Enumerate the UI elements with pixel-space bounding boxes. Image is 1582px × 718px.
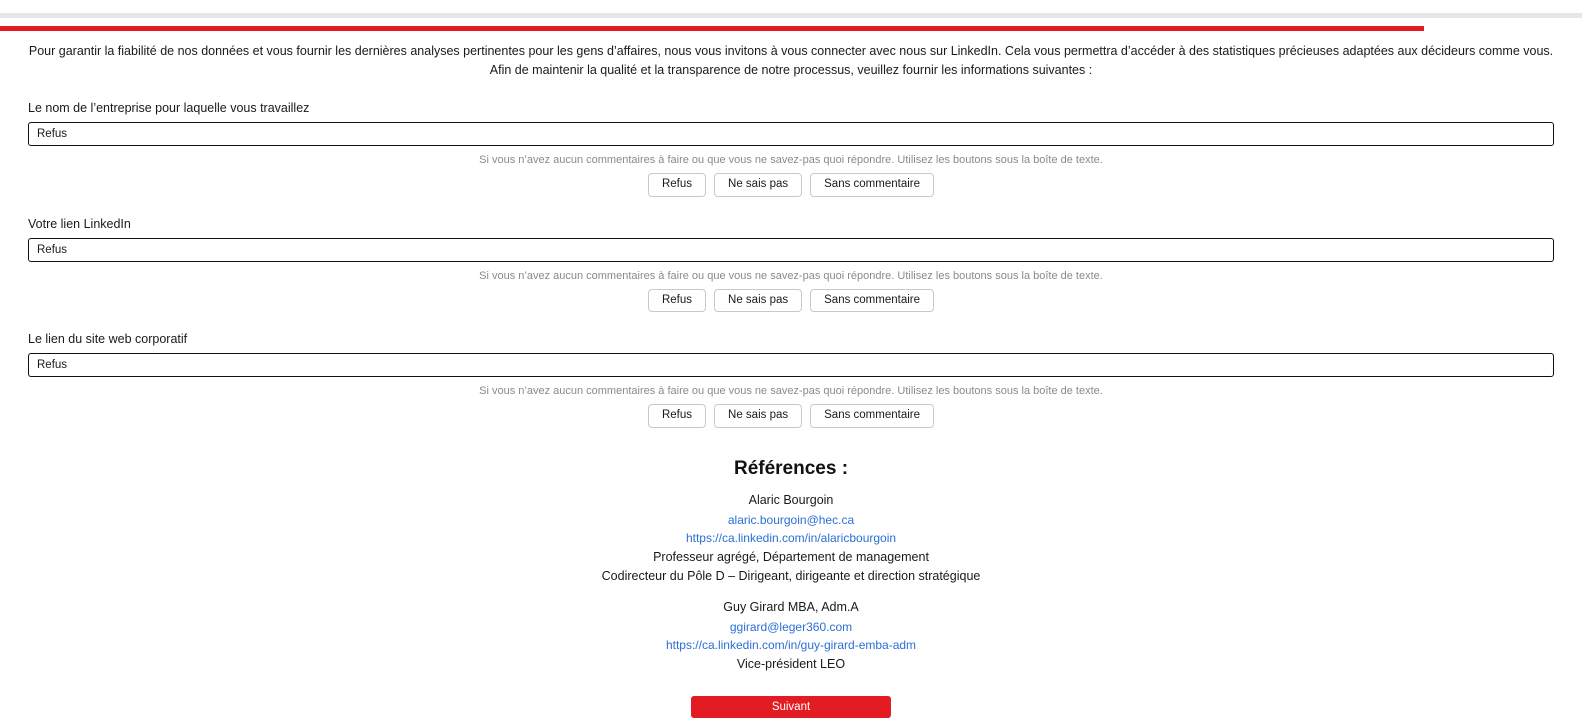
reference-person [28,598,1554,674]
reference-name: Alaric Bourgoin [748,493,834,508]
field-hint: Si vous n’avez aucun commentaires à faire ou que vous ne savez-pas quoi répondre. Utilisez les boutons sous la boîte de texte. [479,269,1103,282]
refus-button[interactable]: Refus [648,404,706,428]
reference-linkedin-link[interactable]: https://ca.linkedin.com/in/alaricbourgoin [685,531,897,546]
progress-bar-track [0,13,1582,18]
intro-text: Pour garantir la fiabilité de nos données et vous fournir les dernières analyses pertinentes pour les gens d’affaires, nous vous invitons à vous connecter avec nous sur LinkedIn. Cela vous permettra d’accéder à des statistiques précieuses adaptées aux décideurs comme vous. Afin de maintenir la qualité et la transparence de notre processus, veuillez fournir les informations suivantes : [28,44,1554,78]
progress-bar-fill [0,26,1424,31]
company-name-input[interactable] [28,122,1554,146]
references-section [28,458,1554,674]
field-label: Votre lien LinkedIn [28,216,131,231]
quick-answer-buttons [28,404,1554,428]
field-hint: Si vous n’avez aucun commentaires à faire ou que vous ne savez-pas quoi répondre. Utilisez les boutons sous la boîte de texte. [479,153,1103,166]
reference-linkedin-link[interactable]: https://ca.linkedin.com/in/guy-girard-emba-adm [665,638,917,653]
refus-button[interactable]: Refus [648,289,706,313]
survey-content [0,36,1582,718]
references-title: Références : [733,458,849,480]
quick-answer-buttons [28,289,1554,313]
field-hint: Si vous n’avez aucun commentaires à faire ou que vous ne savez-pas quoi répondre. Utilisez les boutons sous la boîte de texte. [479,385,1103,398]
reference-role: Professeur agrégé, Département de management [653,549,929,564]
quick-answer-buttons [28,173,1554,197]
reference-role: Vice-président LEO [736,657,846,672]
corporate-website-input[interactable] [28,353,1554,377]
reference-person [28,491,1554,586]
field-company-name [28,101,1554,197]
field-linkedin-link [28,217,1554,313]
field-label: Le nom de l’entreprise pour laquelle vous travaillez [28,100,310,115]
reference-email-link[interactable]: alaric.bourgoin@hec.ca [727,512,855,527]
field-label: Le lien du site web corporatif [28,332,188,347]
reference-name: Guy Girard MBA, Adm.A [723,600,859,615]
field-corporate-website [28,332,1554,428]
sans-commentaire-button[interactable]: Sans commentaire [810,404,934,428]
ne-sais-pas-button[interactable]: Ne sais pas [714,404,802,428]
references-spacer [28,586,1554,598]
sans-commentaire-button[interactable]: Sans commentaire [810,289,934,313]
linkedin-link-input[interactable] [28,238,1554,262]
next-button-row [28,696,1554,718]
ne-sais-pas-button[interactable]: Ne sais pas [714,173,802,197]
next-button[interactable]: Suivant [691,696,891,718]
sans-commentaire-button[interactable]: Sans commentaire [810,173,934,197]
reference-email-link[interactable]: ggirard@leger360.com [729,619,853,634]
reference-role-secondary: Codirecteur du Pôle D – Dirigeant, dirigeante et direction stratégique [601,569,981,584]
refus-button[interactable]: Refus [648,173,706,197]
ne-sais-pas-button[interactable]: Ne sais pas [714,289,802,313]
